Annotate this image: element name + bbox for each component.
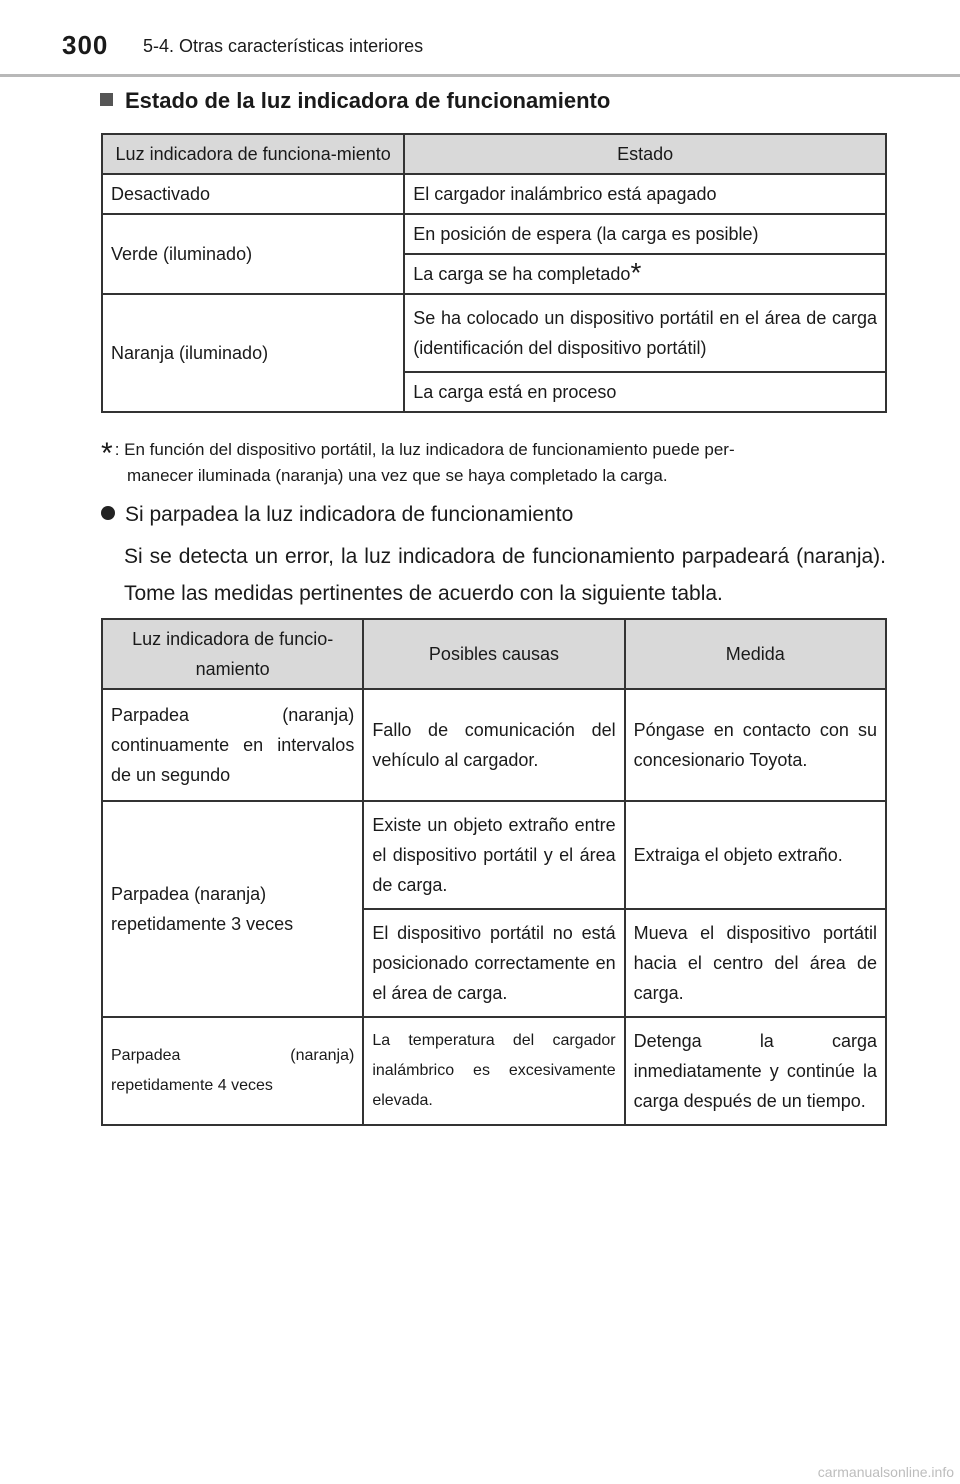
body-paragraph: Si se detecta un error, la luz indicadora de funcionamiento parpadeará (naranja). Tome las medidas pertinentes de acuerdo con la siguiente tabla. [124, 545, 886, 605]
indicator-status-table [101, 133, 887, 413]
table-cell: Fallo de comunicación del vehículo al cargador. [363, 689, 624, 801]
column-header: Estado [404, 134, 886, 174]
table-row [102, 689, 886, 801]
table-cell: Desactivado [102, 174, 404, 214]
column-header: Luz indicadora de funciona-miento [102, 134, 404, 174]
table-cell: El dispositivo portátil no está posicionado correctamente en el área de carga. [363, 909, 624, 1017]
section-heading [100, 88, 610, 114]
table-cell: El cargador inalámbrico está apagado [404, 174, 886, 214]
table-row [102, 294, 886, 372]
table-cell: Parpadea (naranja) repetidamente 3 veces [102, 801, 363, 1017]
table-cell: Mueva el dispositivo portátil hacia el centro del área de carga. [625, 909, 886, 1017]
table-cell: Se ha colocado un dispositivo portátil en el área de carga (identificación del dispositivo portátil) [404, 294, 886, 372]
bullet-dot-icon [101, 506, 115, 520]
table-cell [404, 254, 886, 294]
footnote-text-continued: manecer iluminada (naranja) una vez que se haya completado la carga. [127, 466, 668, 485]
table-cell: Parpadea (naranja) continuamente en intervalos de un segundo [102, 689, 363, 801]
table-cell: En posición de espera (la carga es posible) [404, 214, 886, 254]
column-header: Posibles causas [363, 619, 624, 689]
blinking-indicator-table [101, 618, 887, 1126]
page-number: 300 [62, 30, 109, 60]
footnote-text: : En función del dispositivo portátil, la luz indicadora de funcionamiento puede per- [114, 440, 735, 459]
table-cell: Póngase en contacto con su concesionario Toyota. [625, 689, 886, 801]
section-title: 5-4. Otras características interiores [143, 36, 424, 56]
table-cell: Naranja (iluminado) [102, 294, 404, 412]
column-header: Medida [625, 619, 886, 689]
table-cell: Extraiga el objeto extraño. [625, 801, 886, 909]
square-bullet-icon [100, 93, 113, 106]
table-header-row [102, 619, 886, 689]
table-row [102, 174, 886, 214]
table-row [102, 1017, 886, 1125]
table-row [102, 214, 886, 254]
bullet-text: Si parpadea la luz indicadora de funcionamiento [125, 503, 574, 526]
table-cell: Verde (iluminado) [102, 214, 404, 294]
footnote-marker: * [101, 437, 113, 470]
cell-text: La carga se ha completado [413, 264, 631, 284]
heading-text: Estado de la luz indicadora de funcionamiento [125, 88, 611, 113]
footnote [101, 436, 886, 490]
asterisk-marker: * [630, 257, 642, 288]
table-cell: La temperatura del cargador inalámbrico es excesivamente elevada. [363, 1017, 624, 1125]
table-row [102, 801, 886, 909]
column-header: Luz indicadora de funcio-namiento [102, 619, 363, 689]
table-cell: Existe un objeto extraño entre el dispositivo portátil y el área de carga. [363, 801, 624, 909]
table-cell: La carga está en proceso [404, 372, 886, 412]
bullet-heading [101, 503, 573, 527]
page-header [0, 0, 960, 77]
table-cell: Parpadea (naranja) repetidamente 4 veces [102, 1017, 363, 1125]
table-cell: Detenga la carga inmediatamente y continúe la carga después de un tiempo. [625, 1017, 886, 1125]
watermark: carmanualsonline.info [817, 1464, 954, 1480]
table-header-row [102, 134, 886, 174]
